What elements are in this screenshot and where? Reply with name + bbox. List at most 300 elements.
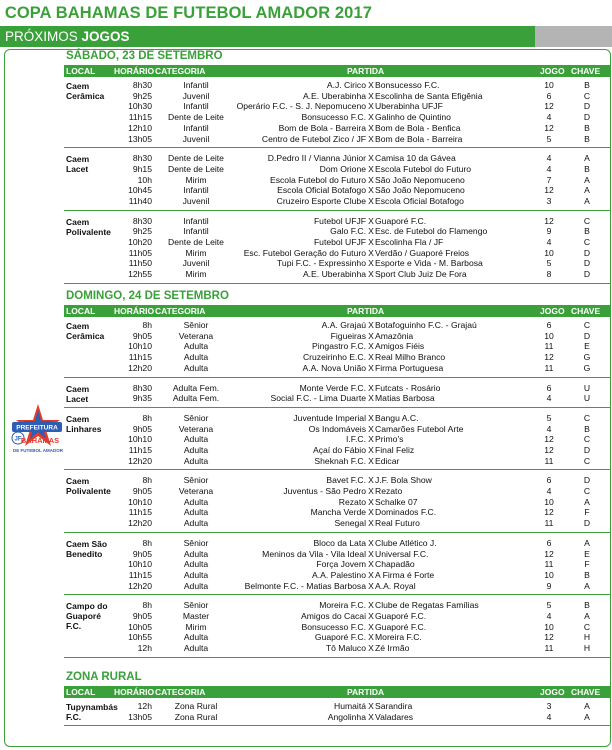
game-time: 9h05	[132, 486, 152, 497]
table-row	[64, 164, 610, 175]
venue-name: Caem Linhares	[66, 413, 102, 434]
table-row	[64, 632, 610, 643]
game-group: D	[583, 258, 591, 269]
home-team: Escola Oficial Botafogo	[277, 185, 366, 196]
table-row	[64, 445, 610, 456]
game-category: Adulta	[183, 496, 209, 507]
versus-mark: X	[368, 518, 374, 529]
game-time: 10h45	[128, 185, 152, 196]
versus-mark: X	[368, 486, 374, 497]
away-team: Galinho de Quintino	[375, 112, 451, 123]
game-time: 8h	[142, 320, 152, 330]
game-time: 12h55	[128, 269, 152, 280]
versus-mark: X	[368, 215, 374, 226]
away-team: Guaporé F.C.	[375, 611, 427, 622]
table-row	[64, 701, 610, 712]
versus-mark: X	[368, 153, 374, 164]
game-time: 12h20	[128, 362, 152, 373]
game-group: D	[583, 269, 591, 280]
game-number: 7	[546, 174, 552, 185]
game-category: Sênior	[183, 537, 209, 548]
home-team: Os Indomáveis	[308, 423, 366, 434]
day-title: ZONA RURAL	[66, 671, 142, 683]
game-group: A	[584, 537, 590, 548]
game-group: D	[583, 518, 591, 529]
table-row	[64, 383, 610, 394]
away-team: A.A. Royal	[375, 580, 416, 591]
game-category: Adulta	[183, 548, 209, 559]
game-time: 11h15	[128, 352, 152, 363]
table-row	[64, 196, 610, 207]
column-header-row	[64, 65, 610, 77]
game-time: 12h20	[128, 518, 152, 529]
game-group: E	[584, 548, 590, 559]
game-group: D	[583, 101, 591, 112]
away-team: Uberabinha UFJF	[375, 101, 443, 112]
home-team: Sheknah F.C.	[314, 455, 366, 466]
home-team: Tô Maluco	[325, 643, 366, 654]
home-team: Pingastro F.C.	[312, 341, 366, 352]
versus-mark: X	[368, 90, 374, 101]
subtitle-light: PRÓXIMOS	[5, 29, 78, 44]
game-number: 12	[544, 548, 554, 559]
game-group: C	[583, 434, 591, 445]
game-time: 10h55	[128, 632, 152, 643]
game-group: D	[583, 475, 591, 486]
game-time: 9h05	[132, 423, 152, 434]
game-time: 10h10	[128, 341, 152, 352]
game-number: 8	[546, 269, 552, 280]
away-team: Guaporé F.C.	[375, 215, 427, 226]
logo-line1: PREFEITURA	[16, 424, 58, 432]
col-chave: CHAVE	[571, 66, 601, 76]
game-time: 12h	[137, 701, 152, 711]
game-category: Mirim	[185, 621, 207, 632]
table-row	[64, 320, 610, 331]
col-chave: CHAVE	[571, 687, 601, 697]
venue-block	[64, 318, 610, 378]
game-time: 9h25	[132, 226, 152, 237]
game-number: 12	[544, 434, 554, 445]
versus-mark: X	[368, 382, 374, 393]
table-row	[64, 570, 610, 581]
game-number: 12	[544, 215, 554, 226]
game-group: U	[583, 382, 591, 393]
versus-mark: X	[368, 393, 374, 404]
home-team: Bonsucesso F.C.	[301, 112, 366, 123]
game-group: E	[584, 341, 590, 352]
away-team: Moreira F.C.	[375, 632, 422, 643]
game-number: 10	[544, 330, 554, 341]
home-team: Senegal	[334, 518, 366, 529]
game-number: 12	[544, 185, 554, 196]
game-group: A	[584, 711, 590, 722]
game-category: Adulta	[183, 362, 209, 373]
game-number: 11	[544, 341, 554, 352]
game-group: A	[584, 496, 590, 507]
subtitle-bar-accent	[535, 26, 612, 47]
game-category: Adulta	[183, 455, 209, 466]
versus-mark: X	[368, 330, 374, 341]
home-team: D.Pedro II / Vianna Júnior	[267, 153, 366, 164]
game-number: 10	[544, 621, 554, 632]
away-team: Bom de Bola - Barreira	[375, 133, 463, 144]
away-team: São João Nepomuceno	[375, 174, 465, 185]
game-time: 10h05	[128, 621, 152, 632]
game-time: 13h05	[128, 133, 152, 144]
table-row	[64, 424, 610, 435]
game-number: 5	[546, 600, 552, 611]
game-group: F	[584, 507, 590, 518]
game-number: 5	[546, 133, 552, 144]
away-team: Botafoguinho F.C. - Grajaú	[375, 320, 477, 330]
game-number: 6	[546, 537, 552, 548]
game-category: Adulta	[183, 444, 209, 455]
away-team: Matias Barbosa	[375, 393, 435, 404]
game-group: D	[583, 247, 591, 258]
game-number: 4	[546, 163, 552, 174]
versus-mark: X	[368, 611, 374, 622]
table-row	[64, 226, 610, 237]
game-number: 12	[544, 632, 554, 643]
away-team: A Firma é Forte	[375, 569, 435, 580]
venue-name: Caem Lacet	[66, 383, 90, 404]
home-team: Dom Orione	[319, 163, 366, 174]
logo-line2: JF	[14, 436, 22, 443]
col-partida: PARTIDA	[347, 687, 385, 697]
game-group: C	[583, 621, 591, 632]
versus-mark: X	[368, 711, 374, 722]
table-row	[64, 248, 610, 259]
table-row	[64, 134, 610, 145]
game-number: 4	[546, 237, 552, 248]
versus-mark: X	[368, 341, 374, 352]
home-team: Centro de Futebol Zico / JF	[261, 133, 366, 144]
game-number: 11	[544, 643, 554, 654]
versus-mark: X	[368, 475, 374, 486]
home-team: Amigos do Cacai	[301, 611, 366, 622]
away-team: Clube de Regatas Famílias	[375, 600, 479, 611]
game-number: 4	[546, 611, 552, 622]
game-number: 10	[544, 496, 554, 507]
venue-name: Tupynambás F.C.	[66, 702, 118, 722]
home-team: Futebol UFJF	[313, 237, 366, 248]
game-number: 12	[544, 101, 554, 112]
table-row	[64, 175, 610, 186]
game-group: B	[584, 226, 590, 237]
game-category: Adulta	[183, 632, 209, 643]
away-team: Bangu A.C.	[375, 412, 419, 423]
home-team: A.E. Uberabinha	[302, 90, 366, 101]
game-number: 10	[544, 80, 554, 90]
game-category: Adulta	[183, 643, 209, 654]
table-row	[64, 237, 610, 248]
versus-mark: X	[368, 163, 374, 174]
game-time: 10h	[137, 174, 152, 185]
table-row	[64, 434, 610, 445]
away-team: Final Feliz	[375, 444, 415, 455]
home-team: Rezato	[338, 496, 366, 507]
game-time: 9h05	[132, 330, 152, 341]
game-category: Adulta Fem.	[172, 393, 220, 404]
away-team: Bom de Bola - Benfica	[375, 122, 461, 133]
away-team: Firma Portuguesa	[375, 362, 444, 373]
table-row	[64, 341, 610, 352]
col-jogo: JOGO	[540, 66, 565, 76]
home-team: Guaporé F.C.	[314, 632, 366, 643]
versus-mark: X	[368, 559, 374, 570]
away-team: São João Nepomuceno	[375, 185, 465, 196]
game-number: 11	[544, 559, 554, 570]
game-time: 9h05	[132, 611, 152, 622]
game-category: Infantil	[183, 101, 209, 112]
game-time: 11h15	[128, 112, 152, 123]
away-team: Camisa 10 da Gávea	[375, 153, 456, 164]
game-number: 9	[546, 226, 552, 237]
table-row	[64, 91, 610, 102]
away-team: Edicar	[375, 455, 400, 466]
game-group: H	[583, 632, 591, 643]
game-group: A	[584, 174, 590, 185]
away-team: Rezato	[375, 486, 403, 497]
home-team: Monte Verde F.C.	[299, 382, 366, 393]
table-row	[64, 456, 610, 467]
away-team: Valadares	[375, 711, 414, 722]
home-team: Cruzeirinho E.C.	[302, 352, 366, 363]
col-horario: HORÁRIO	[114, 687, 155, 697]
versus-mark: X	[368, 185, 374, 196]
game-category: Sênior	[183, 600, 209, 611]
away-team: Verdão / Guaporé Freios	[375, 247, 470, 258]
table-row	[64, 518, 610, 529]
home-team: Angolinha	[327, 711, 366, 722]
game-number: 10	[544, 247, 554, 258]
venue-name: Caem São Benedito	[66, 538, 108, 559]
table-row	[64, 363, 610, 374]
col-partida: PARTIDA	[347, 66, 385, 76]
versus-mark: X	[368, 701, 374, 711]
game-group: C	[583, 412, 591, 423]
versus-mark: X	[368, 537, 374, 548]
away-team: Escola Futebol do Futuro	[375, 163, 472, 174]
table-row	[64, 611, 610, 622]
home-team: Juventus - São Pedro	[283, 486, 366, 497]
table-row	[64, 507, 610, 518]
column-header-row	[64, 686, 610, 698]
versus-mark: X	[368, 569, 374, 580]
home-team: Tupi F.C. - Expressinho	[277, 258, 366, 269]
col-local: LOCAL	[66, 66, 96, 76]
logo-line4: DE FUTEBOL AMADOR	[13, 448, 63, 453]
home-team: A.A. Nova União	[302, 362, 366, 373]
table-row	[64, 622, 610, 633]
game-category: Juvenil	[182, 90, 210, 101]
col-categoria: CATEGORIA	[155, 306, 206, 316]
game-group: A	[584, 185, 590, 196]
game-number: 5	[546, 258, 552, 269]
away-team: Universal F.C.	[375, 548, 429, 559]
game-category: Infantil	[183, 185, 209, 196]
table-row	[64, 497, 610, 508]
col-categoria: CATEGORIA	[155, 687, 206, 697]
game-category: Juvenil	[182, 258, 210, 269]
game-time: 12h	[137, 643, 152, 654]
game-category: Adulta	[183, 434, 209, 445]
game-time: 9h15	[132, 163, 152, 174]
home-team: Esc. Futebol Geração do Futuro	[243, 247, 366, 258]
game-group: H	[583, 643, 591, 654]
table-row	[64, 185, 610, 196]
game-time: 10h30	[128, 101, 152, 112]
game-number: 12	[544, 352, 554, 363]
game-category: Adulta	[183, 507, 209, 518]
game-number: 12	[544, 122, 554, 133]
game-group: B	[584, 80, 590, 90]
versus-mark: X	[368, 352, 374, 363]
game-number: 3	[546, 701, 552, 711]
table-row	[64, 712, 610, 723]
home-team: Meninos da Vila - Vila Ideal	[262, 548, 366, 559]
table-row	[64, 486, 610, 497]
versus-mark: X	[368, 548, 374, 559]
game-category: Adulta	[183, 559, 209, 570]
game-time: 8h	[142, 475, 152, 486]
game-number: 12	[544, 507, 554, 518]
game-number: 6	[546, 382, 552, 393]
versus-mark: X	[368, 80, 374, 90]
versus-mark: X	[368, 112, 374, 123]
venue-name: Caem Lacet	[66, 154, 90, 175]
game-number: 3	[546, 195, 552, 206]
game-number: 12	[544, 444, 554, 455]
versus-mark: X	[368, 580, 374, 591]
game-number: 6	[546, 320, 552, 330]
game-category: Master	[182, 611, 210, 622]
away-team: Esporte e Vida - M. Barbosa	[375, 258, 483, 269]
day-title: SÁBADO, 23 DE SETEMBRO	[66, 50, 223, 62]
versus-mark: X	[368, 269, 374, 280]
away-team: Escolinha Fla / JF	[375, 237, 444, 248]
versus-mark: X	[368, 632, 374, 643]
game-time: 10h10	[128, 496, 152, 507]
game-number: 4	[546, 393, 552, 404]
away-team: Clube Atlético J.	[375, 537, 437, 548]
game-time: 9h05	[132, 548, 152, 559]
game-category: Infantil	[183, 80, 209, 90]
away-team: Bonsucesso F.C.	[375, 80, 440, 90]
versus-mark: X	[368, 423, 374, 434]
venue-block	[64, 214, 610, 284]
venue-name: Caem Cerâmica	[66, 81, 105, 101]
logo-line3: BAHAMAS	[20, 436, 60, 445]
away-team: Real Futuro	[375, 518, 420, 529]
venue-block	[64, 411, 610, 471]
table-row	[64, 581, 610, 592]
versus-mark: X	[368, 174, 374, 185]
versus-mark: X	[368, 247, 374, 258]
away-team: Zé Irmão	[375, 643, 410, 654]
venue-name: Caem Polivalente	[66, 476, 111, 497]
game-time: 11h15	[128, 507, 152, 518]
game-time: 12h10	[128, 122, 152, 133]
page-title: COPA BAHAMAS DE FUTEBOL AMADOR 2017	[4, 3, 372, 22]
venue-block	[64, 536, 610, 596]
table-row	[64, 216, 610, 227]
home-team: A.A. Grajaú	[321, 320, 366, 330]
game-time: 11h15	[128, 569, 152, 580]
home-team: Juventude Imperial	[293, 412, 366, 423]
table-row	[64, 475, 610, 486]
away-team: Sport Club Juiz De Fora	[375, 269, 467, 280]
game-category: Sênior	[183, 320, 209, 330]
home-team: Bavet F.C.	[326, 475, 366, 486]
game-time: 10h10	[128, 559, 152, 570]
home-team: A.E. Uberabinha	[302, 269, 366, 280]
column-header-row	[64, 305, 610, 317]
game-group: B	[584, 163, 590, 174]
table-row	[64, 549, 610, 560]
col-horario: HORÁRIO	[114, 66, 155, 76]
home-team: Bonsucesso F.C.	[301, 621, 366, 632]
versus-mark: X	[368, 496, 374, 507]
game-time: 10h10	[128, 434, 152, 445]
game-number: 6	[546, 90, 552, 101]
game-category: Mirim	[185, 247, 207, 258]
game-time: 11h40	[128, 195, 152, 206]
game-group: B	[584, 600, 590, 611]
away-team: Real Milho Branco	[375, 352, 446, 363]
game-category: Adulta	[183, 352, 209, 363]
home-team: Mancha Verde	[310, 507, 366, 518]
away-team: Amigos Fiéis	[375, 341, 425, 352]
venue-block	[64, 78, 610, 148]
game-category: Veterana	[178, 330, 214, 341]
game-time: 11h15	[128, 444, 152, 455]
home-team: A.J. Cirico	[326, 80, 366, 90]
home-team: Social F.C. - Lima Duarte	[270, 393, 366, 404]
table-row	[64, 600, 610, 611]
game-category: Veterana	[178, 423, 214, 434]
home-team: Força Jovem	[316, 559, 366, 570]
table-row	[64, 269, 610, 280]
versus-mark: X	[368, 434, 374, 445]
table-row	[64, 101, 610, 112]
game-group: A	[584, 701, 590, 711]
home-team: Operário F.C. - S. J. Nepomuceno	[236, 101, 366, 112]
venue-name: Caem Polivalente	[66, 216, 111, 237]
col-categoria: CATEGORIA	[155, 66, 206, 76]
game-group: F	[584, 559, 590, 570]
game-category: Dente de Leite	[168, 112, 224, 123]
game-time: 11h50	[128, 258, 152, 269]
venue-block	[64, 598, 610, 658]
game-category: Infantil	[183, 215, 209, 226]
away-team: Guaporé F.C.	[375, 621, 427, 632]
game-category: Adulta	[183, 518, 209, 529]
home-team: Figueiras	[330, 330, 366, 341]
table-row	[64, 393, 610, 404]
game-category: Sênior	[183, 412, 209, 423]
col-jogo: JOGO	[540, 306, 565, 316]
venue-block	[64, 473, 610, 533]
game-category: Mirim	[185, 269, 207, 280]
game-group: B	[584, 122, 590, 133]
game-category: Infantil	[183, 226, 209, 237]
game-number: 4	[546, 711, 552, 722]
game-group: B	[584, 423, 590, 434]
game-group: B	[584, 133, 590, 144]
table-row	[64, 123, 610, 134]
